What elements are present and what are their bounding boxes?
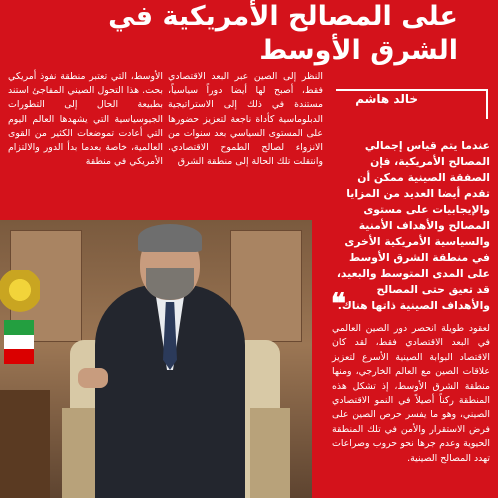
- article-column-right: لعقود طويلة انحصر دور الصين العالمي في البعد الاقتصادي فقط، لقد كان الاقتصاد البوابة الصينية الأسرع لتعزيز علاقات الصين مع العالم الخارجي، ومنها منطقة الشرق الأوسط، إذ تشكل هذه المنطقة ركناً أصيلاً في النمو الاقتصادي الصيني، وهو ما يفسر حرص الصين على فرض الاستقرار والأمن في تلك المنطقة الحيوية وعدم جرها نحو حروب وصراعات تهدد المصالح الصينية.: [332, 323, 490, 464]
- quote-mark-icon: ❝: [330, 287, 346, 320]
- article-column-left: الأوسط، التي تعتبر منطقة نفوذ أمريكي بحت. هذا التحول الصيني المفاجئ استند بطبيعة الحال إلى التطورات الجيوسياسية التي يشهدها العالم اليوم التي أعادت تموضعات الكثير من القوى العالمية، خاصة بعدما بدأ الدور والالتزام الأمريكي في منطقة: [8, 71, 163, 168]
- chair-arm: [250, 408, 290, 498]
- article-photo: [0, 220, 312, 498]
- article-column-middle: النظر إلى الصين عبر البعد الاقتصادي فقط، أصبح لها أيضا دوراً سياسياً، مستندة في ذلك إلى الاستراتيجية الدبلوماسية كأداة ناجعة لتعزيز حضورها على المستوى السياسي بعد سنوات من الانزواء لصالح الطموح الاقتصادي. وانتقلت تلك الحالة إلى منطقة الشرق: [168, 71, 323, 168]
- iran-flag-icon: [4, 320, 34, 364]
- author-name: خالد هاشم: [355, 92, 418, 106]
- flower-arrangement: [0, 270, 40, 320]
- beard: [146, 268, 194, 300]
- pull-quote: عندما يتم قياس إجمالي المصالح الأمريكية، فإن الصفقة الصينية ممكن أن تقدم أيضا العديد من المزايا والإيجابيات على مستوى المصالح والأهداف الأمنية والسياسية الأمريكية الأخرى في منطقة الشرق الأوسط على المدى المتوسط والبعيد، قد تعيق حتى المصالح والأهداف الصينية ذاتها هناك.: [336, 139, 490, 312]
- hand: [78, 368, 108, 388]
- hair: [138, 224, 202, 252]
- side-table: [0, 390, 50, 498]
- headline: على المصالح الأمريكية في الشرق الأوسط: [108, 1, 458, 66]
